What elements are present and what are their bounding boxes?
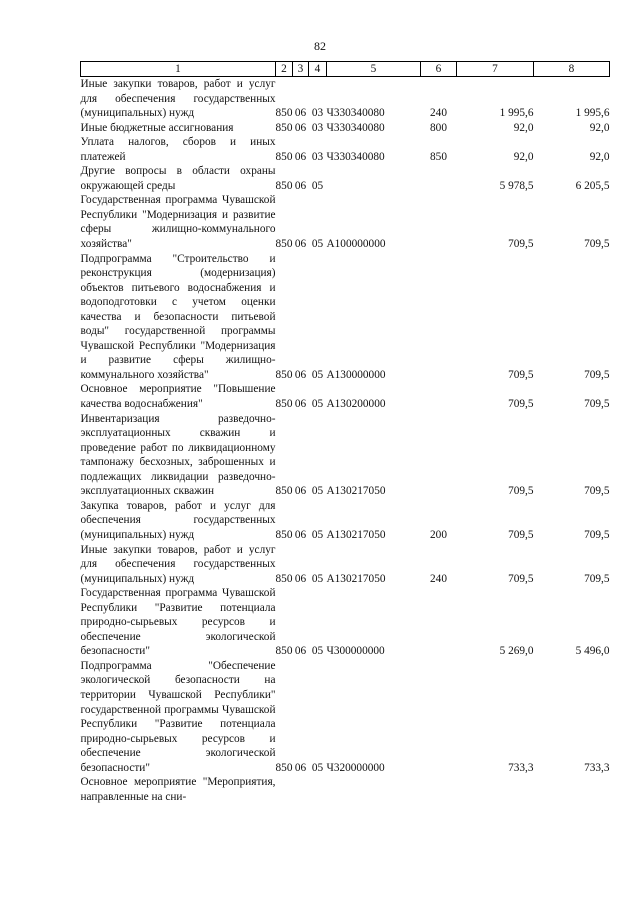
- cell-expense-type: 850: [430, 150, 447, 163]
- cell-amount-col8: 709,5: [584, 238, 610, 251]
- cell-section: 06: [294, 645, 307, 658]
- cell-section: 06: [294, 761, 307, 774]
- cell-subsection: [309, 775, 327, 804]
- table-row: [81, 77, 610, 121]
- row-name: Подпрограмма "Строительство и реконструкция (модернизация) объектов питьевого водоснабжения и водоподготовки с учетом оценки качества и безопасности питьевой воды" государственной программы Чувашской Республики "Модернизация и развитие сферы жилищно-коммунального хозяйства": [80, 252, 276, 381]
- cell-amount-col7: 709,5: [508, 572, 534, 585]
- cell-section: 06: [294, 485, 307, 498]
- table-row: [81, 659, 610, 775]
- cell-amount-col7: 92,0: [513, 121, 534, 134]
- table-row: [81, 586, 610, 659]
- cell-expense-type: [421, 412, 457, 499]
- cell-ministry: [276, 775, 293, 804]
- cell-target-article: Ч330340080: [326, 107, 385, 120]
- cell-amount-col7: 709,5: [508, 368, 534, 381]
- row-name: Основное мероприятие "Мероприятия, направленные на сни-: [80, 776, 276, 803]
- cell-subsection: 05: [311, 485, 324, 498]
- cell-target-article: Ч330340080: [326, 150, 385, 163]
- table-row: [81, 121, 610, 136]
- cell-expense-type: [421, 164, 457, 193]
- cell-amount-col7: 5 269,0: [499, 645, 534, 658]
- cell-subsection: 05: [311, 398, 324, 411]
- table-row: [81, 412, 610, 499]
- cell-subsection: 05: [311, 761, 324, 774]
- cell-subsection: 05: [311, 179, 324, 192]
- cell-amount-col8: 709,5: [584, 398, 610, 411]
- cell-ministry: 850: [275, 485, 293, 498]
- budget-table: [80, 61, 610, 804]
- row-name: Государственная программа Чувашской Республики "Развитие потенциала природно-сырьевых ресурсов и обеспечение экологической безопасности": [80, 587, 276, 658]
- cell-expense-type: 240: [430, 572, 447, 585]
- cell-subsection: 03: [311, 107, 324, 120]
- cell-expense-type: [421, 382, 457, 411]
- cell-section: 06: [294, 121, 307, 134]
- table-row: [81, 499, 610, 543]
- cell-ministry: 850: [275, 645, 293, 658]
- cell-target-article: A130217050: [326, 528, 386, 541]
- cell-target-article: [327, 775, 421, 804]
- table-row: [81, 543, 610, 587]
- cell-amount-col7: 733,3: [508, 761, 534, 774]
- cell-target-article: [327, 164, 421, 193]
- cell-amount-col8: 5 496,0: [575, 645, 610, 658]
- cell-section: [293, 775, 309, 804]
- table-row: [81, 382, 610, 411]
- column-header: 2: [276, 62, 293, 77]
- cell-amount-col7: 709,5: [508, 485, 534, 498]
- cell-section: 06: [294, 238, 307, 251]
- column-header: 4: [309, 62, 327, 77]
- cell-ministry: 850: [275, 398, 293, 411]
- cell-subsection: 05: [311, 528, 324, 541]
- cell-amount-col7: 92,0: [513, 150, 534, 163]
- column-header: 1: [81, 62, 276, 77]
- cell-expense-type: 800: [430, 121, 447, 134]
- cell-ministry: 850: [275, 368, 293, 381]
- cell-amount-col7: 709,5: [508, 528, 534, 541]
- cell-subsection: 03: [311, 150, 324, 163]
- row-name: Подпрограмма "Обеспечение экологической безопасности на территории Чувашской Республики" государственной программы Чувашской Республики "Развитие потенциала природно-сырьевых ресурсов и обеспечение экологической безопасности": [80, 659, 276, 774]
- cell-target-article: Ч320000000: [326, 761, 385, 774]
- cell-section: 06: [294, 398, 307, 411]
- cell-expense-type: [421, 193, 457, 251]
- cell-amount-col8: 709,5: [584, 485, 610, 498]
- cell-amount-col8: 709,5: [584, 572, 610, 585]
- cell-amount-col7: [457, 775, 534, 804]
- cell-amount-col7: 709,5: [508, 398, 534, 411]
- table-row: [81, 135, 610, 164]
- cell-section: 06: [294, 572, 307, 585]
- cell-expense-type: 240: [430, 107, 447, 120]
- cell-section: 06: [294, 107, 307, 120]
- cell-section: 06: [294, 368, 307, 381]
- cell-target-article: A130200000: [326, 398, 386, 411]
- row-name: Государственная программа Чувашской Республики "Модернизация и развитие сферы жилищно-коммунального хозяйства": [80, 194, 276, 251]
- row-name: Иные бюджетные ассигнования: [80, 121, 234, 134]
- table-header: [81, 62, 610, 77]
- cell-section: 06: [294, 528, 307, 541]
- cell-ministry: 850: [275, 121, 293, 134]
- cell-expense-type: [421, 775, 457, 804]
- table-row: [81, 164, 610, 193]
- row-name: Закупка товаров, работ и услуг для обеспечения государственных (муниципальных) нужд: [80, 499, 276, 541]
- cell-amount-col8: 733,3: [584, 761, 610, 774]
- cell-amount-col8: 92,0: [589, 121, 610, 134]
- cell-amount-col8: 1 995,6: [575, 107, 610, 120]
- row-name: Уплата налогов, сборов и иных платежей: [80, 136, 276, 163]
- column-header: 3: [293, 62, 309, 77]
- cell-amount-col8: [534, 775, 610, 804]
- cell-ministry: 850: [275, 179, 293, 192]
- column-header: 6: [421, 62, 457, 77]
- cell-ministry: 850: [275, 238, 293, 251]
- row-name: Основное мероприятие "Повышение качества водоснабжения": [80, 383, 276, 411]
- cell-subsection: 05: [311, 572, 324, 585]
- cell-amount-col8: 92,0: [589, 150, 610, 163]
- cell-section: 06: [294, 179, 307, 192]
- cell-target-article: Ч330340080: [326, 121, 385, 134]
- cell-expense-type: [421, 659, 457, 775]
- cell-expense-type: 200: [430, 528, 447, 541]
- cell-target-article: A130217050: [326, 485, 386, 498]
- cell-amount-col8: 6 205,5: [575, 179, 610, 192]
- row-name: Иные закупки товаров, работ и услуг для обеспечения государственных (муниципальных) нужд: [80, 543, 276, 585]
- column-header: 7: [457, 62, 534, 77]
- cell-target-article: A130217050: [326, 572, 386, 585]
- cell-subsection: 03: [311, 121, 324, 134]
- cell-ministry: 850: [275, 107, 293, 120]
- cell-subsection: 05: [311, 368, 324, 381]
- cell-ministry: 850: [275, 572, 293, 585]
- table-row: [81, 193, 610, 251]
- cell-ministry: 850: [275, 761, 293, 774]
- cell-target-article: A100000000: [326, 238, 386, 251]
- column-header: 5: [327, 62, 421, 77]
- cell-target-article: A130000000: [326, 368, 386, 381]
- cell-amount-col8: 709,5: [584, 368, 610, 381]
- page-number: 82: [314, 39, 326, 53]
- cell-amount-col7: 5 978,5: [499, 179, 534, 192]
- row-name: Иные закупки товаров, работ и услуг для обеспечения государственных (муниципальных) нужд: [80, 78, 276, 120]
- cell-target-article: Ч300000000: [326, 645, 385, 658]
- column-header: 8: [534, 62, 610, 77]
- cell-expense-type: [421, 252, 457, 383]
- row-name: Инвентаризация разведочно-эксплуатационных скважин и проведение работ по ликвидационному тампонажу бесхозных, заброшенных и подлежащих ликвидации разведочно-эксплуатационных скважин: [80, 412, 276, 498]
- cell-subsection: 05: [311, 645, 324, 658]
- table-row: [81, 252, 610, 383]
- cell-amount-col7: 709,5: [508, 238, 534, 251]
- cell-section: 06: [294, 150, 307, 163]
- cell-ministry: 850: [275, 150, 293, 163]
- cell-ministry: 850: [275, 528, 293, 541]
- row-name: Другие вопросы в области охраны окружающей среды: [80, 165, 276, 192]
- cell-subsection: 05: [311, 238, 324, 251]
- cell-amount-col7: 1 995,6: [499, 107, 534, 120]
- table-row: [81, 775, 610, 804]
- cell-expense-type: [421, 586, 457, 659]
- cell-amount-col8: 709,5: [584, 528, 610, 541]
